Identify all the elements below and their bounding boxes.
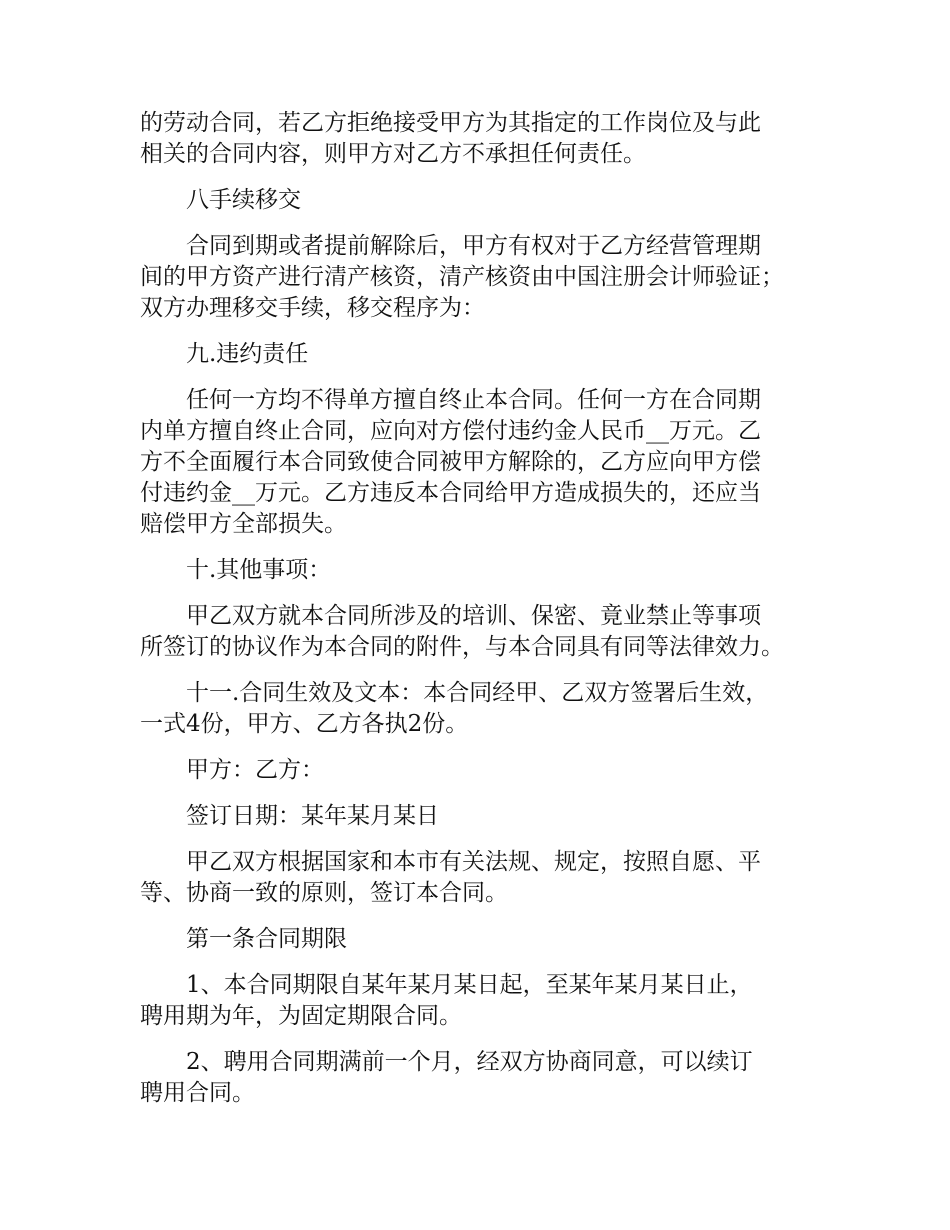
- section-heading-handover: [140, 185, 830, 216]
- text-line: 任何一方均不得单方擅自终止本合同。任何一方在合同期: [186, 387, 761, 413]
- text-line: 间的甲方资产进行清产核资，清产核资由中国注册会计师验证；: [140, 264, 784, 290]
- paragraph-term-1: [140, 970, 830, 1032]
- heading-text: 十.其他事项：: [186, 557, 332, 583]
- signing-date: [140, 801, 830, 832]
- heading-text: 八手续移交: [186, 187, 301, 213]
- paragraph-preamble: [140, 847, 830, 909]
- text-line: 1、本合同期限自某年某月某日起，至某年某月某日止，: [186, 972, 753, 998]
- paragraph-handover: [140, 231, 830, 324]
- paragraph-breach: [140, 385, 830, 540]
- section-heading-term: [140, 924, 830, 955]
- section-heading-other: [140, 555, 830, 586]
- text-line: 甲乙双方根据国家和本市有关法规、规定，按照自愿、平: [186, 849, 761, 875]
- text-line: 一式4份，甲方、乙方各执2份。: [140, 711, 469, 737]
- heading-text: 第一条合同期限: [186, 926, 347, 952]
- text-line: 的劳动合同，若乙方拒绝接受甲方为其指定的工作岗位及与此: [140, 110, 761, 136]
- text-line: 等、协商一致的原则，签订本合同。: [140, 880, 508, 906]
- text-line: 签订日期：某年某月某日: [186, 803, 439, 829]
- text-line: 2、聘用合同期满前一个月，经双方协商同意，可以续订: [186, 1049, 753, 1075]
- signature-parties: [140, 755, 830, 786]
- text-line: 合同到期或者提前解除后，甲方有权对于乙方经营管理期: [186, 233, 761, 259]
- section-heading-breach: [140, 339, 830, 370]
- text-line: 内单方擅自终止合同，应向对方偿付违约金人民币__万元。乙: [140, 418, 761, 444]
- text-line: 聘用合同。: [140, 1080, 255, 1106]
- text-line: 甲方：乙方：: [186, 757, 324, 783]
- document-page: [140, 108, 830, 1124]
- text-line: 十一.合同生效及文本：本合同经甲、乙双方签署后生效，: [186, 680, 769, 706]
- paragraph-term-2: [140, 1047, 830, 1109]
- paragraph-other: [140, 601, 830, 663]
- paragraph-effectiveness: [140, 678, 830, 740]
- text-line: 所签订的协议作为本合同的附件，与本合同具有同等法律效力。: [140, 634, 784, 660]
- text-line: 甲乙双方就本合同所涉及的培训、保密、竟业禁止等事项: [186, 603, 761, 629]
- text-line: 聘用期为年，为固定期限合同。: [140, 1003, 462, 1029]
- paragraph-labor-contract-end: [140, 108, 830, 170]
- heading-text: 九.违约责任: [186, 341, 309, 367]
- text-line: 方不全面履行本合同致使合同被甲方解除的，乙方应向甲方偿: [140, 449, 761, 475]
- text-line: 双方办理移交手续，移交程序为：: [140, 295, 485, 321]
- text-line: 付违约金__万元。乙方违反本合同给甲方造成损失的，还应当: [140, 480, 761, 506]
- text-line: 相关的合同内容，则甲方对乙方不承担任何责任。: [140, 141, 646, 167]
- text-line: 赔偿甲方全部损失。: [140, 511, 347, 537]
